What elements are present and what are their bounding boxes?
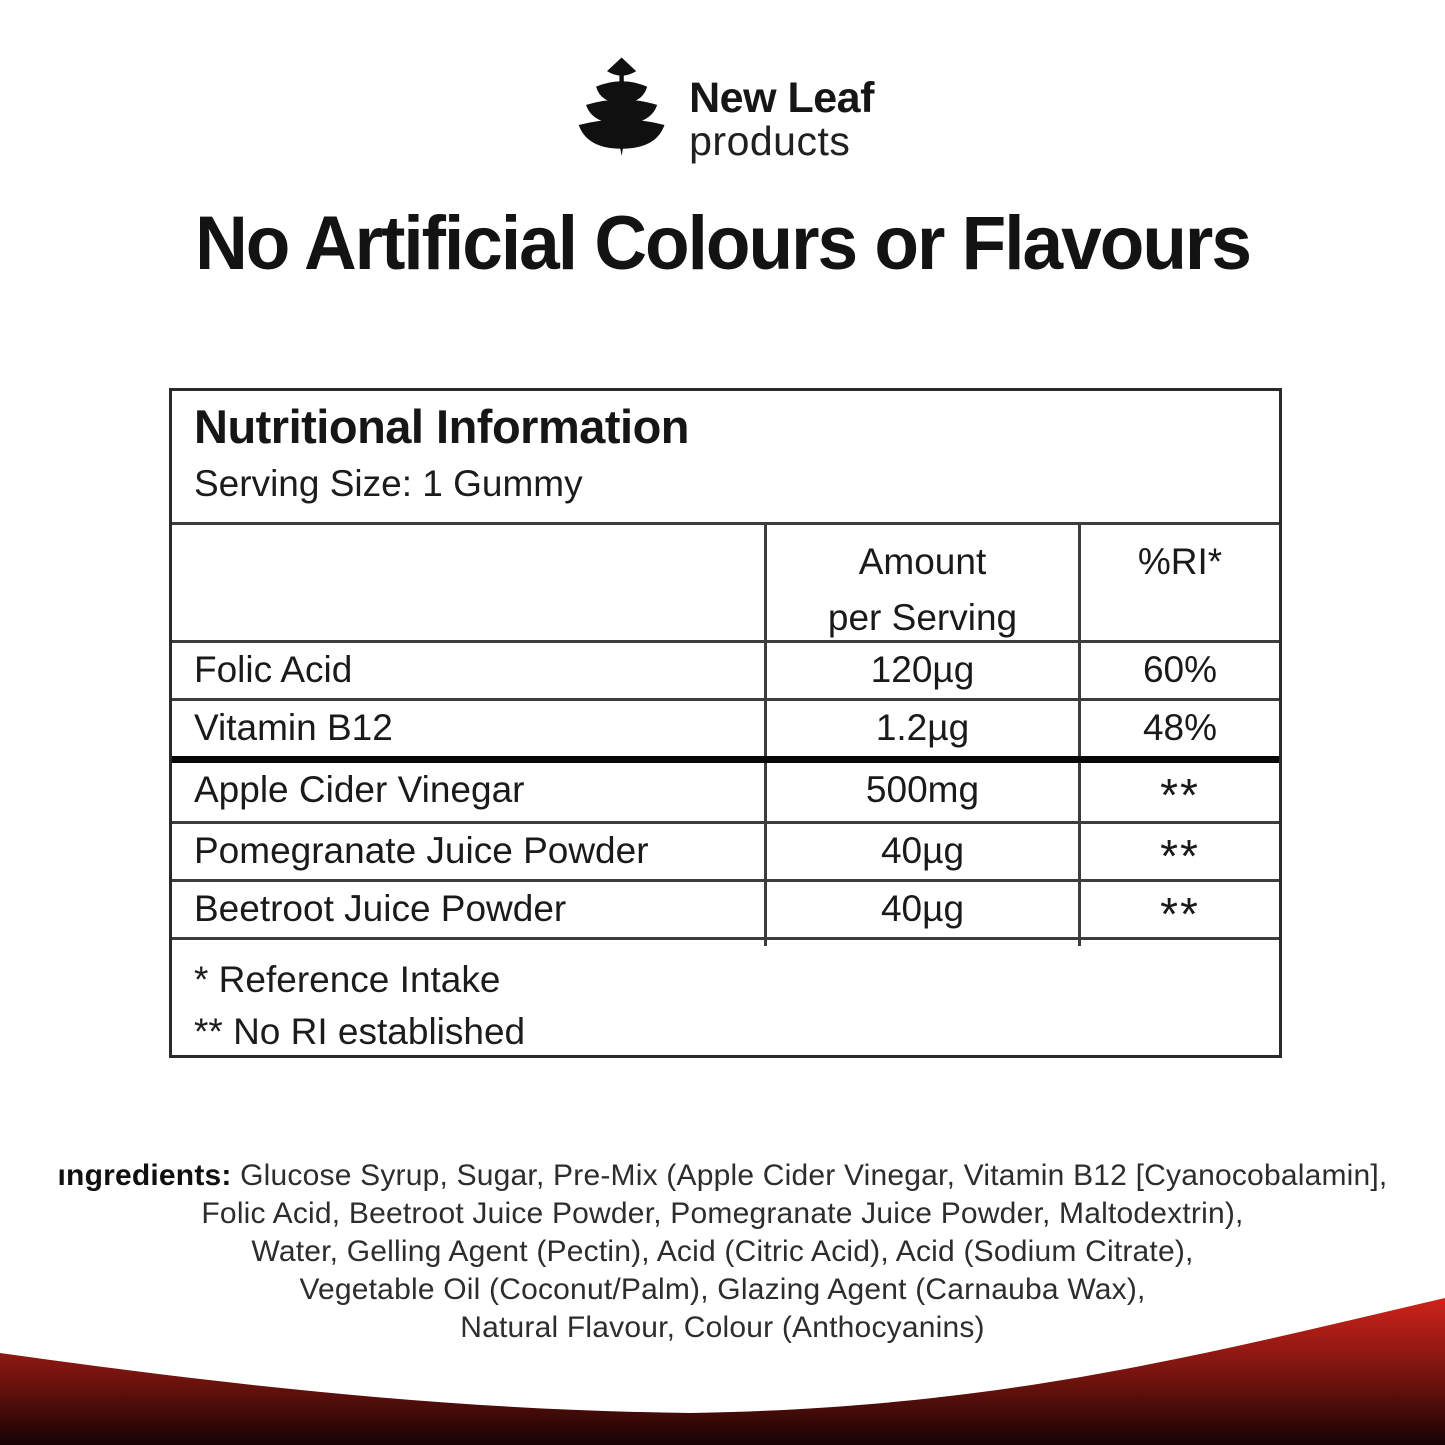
brand-name: New Leaf: [689, 74, 874, 122]
ingredients-label: ıngredients:: [57, 1159, 232, 1192]
serving-size: Serving Size: 1 Gummy: [194, 463, 583, 504]
nutrient-ri: **: [1078, 824, 1279, 888]
nutrition-table: [169, 388, 1282, 1058]
ingredients-line: Folic Acid, Beetroot Juice Powder, Pomegranate Juice Powder, Maltodextrin),: [201, 1197, 1244, 1230]
ingredients-line: [0, 1157, 1445, 1195]
column-header-blank: [172, 525, 764, 646]
nutrient-ri: **: [1078, 882, 1279, 946]
column-header-ri: %RI*: [1078, 525, 1279, 646]
nutrient-name: Vitamin B12: [194, 707, 393, 748]
nutrient-amount: 40µg: [764, 882, 1078, 946]
ingredients-line: Vegetable Oil (Coconut/Palm), Glazing Agent (Carnauba Wax),: [299, 1273, 1146, 1306]
table-row: [172, 879, 1279, 940]
brand-subtitle: products: [689, 118, 851, 164]
brand-logo: [571, 52, 874, 164]
ingredients-line: Natural Flavour, Colour (Anthocyanins): [460, 1311, 985, 1344]
thick-section-divider: [172, 756, 1279, 763]
nutrition-table-header: [172, 391, 1279, 522]
brand-text: [689, 52, 874, 164]
column-header-amount: Amount per Serving: [764, 525, 1078, 646]
table-row: [172, 698, 1279, 756]
table-footnotes: [172, 937, 1279, 1058]
nutrition-table-title: Nutritional Information: [194, 400, 690, 453]
nutrient-name: Apple Cider Vinegar: [194, 769, 525, 810]
nutrient-name: Pomegranate Juice Powder: [194, 830, 649, 871]
headline-no-artificial: No Artificial Colours or Flavours: [195, 201, 1250, 286]
nutrient-ri: 60%: [1078, 643, 1279, 698]
nutrient-ri: 48%: [1078, 701, 1279, 756]
nutrient-name: Folic Acid: [194, 649, 353, 690]
nutrient-name: Beetroot Juice Powder: [194, 888, 567, 929]
table-row: [172, 763, 1279, 821]
bottom-wave-graphic: [0, 1280, 1445, 1445]
footnote-no-ri: ** No RI established: [194, 1011, 526, 1052]
footnote-reference-intake: * Reference Intake: [194, 959, 501, 1000]
nutrient-amount: 120µg: [764, 643, 1078, 698]
nutrient-ri: **: [1078, 763, 1279, 827]
nutrient-amount: 40µg: [764, 824, 1078, 888]
nutrient-amount: 500mg: [764, 763, 1078, 827]
ingredients-line: Water, Gelling Agent (Pectin), Acid (Citric Acid), Acid (Sodium Citrate),: [251, 1235, 1194, 1268]
tree-logo-icon: [571, 52, 671, 156]
nutrient-amount: 1.2µg: [764, 701, 1078, 756]
ingredients-text: Glucose Syrup, Sugar, Pre-Mix (Apple Cider Vinegar, Vitamin B12 [Cyanocobalamin],: [231, 1159, 1388, 1192]
column-header-row: [172, 522, 1279, 640]
table-row: [172, 640, 1279, 698]
table-row: [172, 821, 1279, 882]
